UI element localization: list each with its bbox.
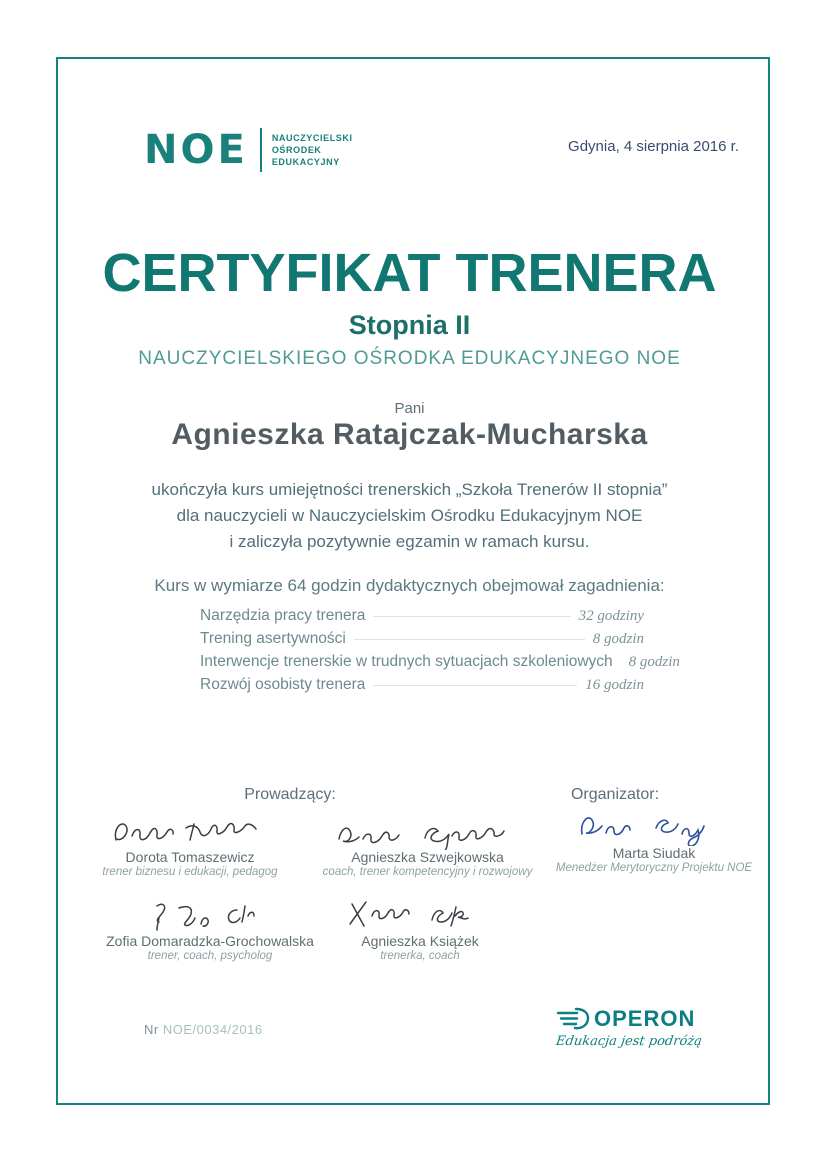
signer-name: Marta Siudak (612, 845, 696, 861)
signature-dorota-tomaszewicz-handwriting (110, 812, 270, 850)
signer-title: coach, trener kompetencyjny i rozwojowy (322, 866, 533, 878)
handwritten-signature-icon (574, 806, 734, 846)
signature-block-zofia-domaradzka-grochowalska (105, 896, 315, 963)
signature-marta-siudak-handwriting (574, 808, 734, 846)
body-paragraph (0, 477, 819, 555)
noe-logo-org-line: EDUKACYJNY (271, 157, 340, 167)
body-line: i zaliczyła pozytywnie egzamin w ramach kursu. (229, 532, 590, 551)
operon-wordmark: OPERON (594, 1006, 696, 1031)
topic-label: Rozwój osobisty trenera (200, 676, 366, 693)
topic-hours: 8 godzin (628, 654, 680, 670)
topic-row (200, 630, 644, 653)
certificate-number (144, 1022, 263, 1037)
signature-block-agnieszka-ksiazek (330, 896, 510, 963)
topic-row (200, 653, 680, 676)
topics-list (200, 607, 680, 699)
leader-line (373, 685, 577, 686)
noe-logo-org-line: NAUCZYCIELSKI (271, 133, 353, 143)
operon-logo-top (556, 1006, 726, 1032)
topic-hours: 8 godzin (592, 631, 644, 647)
topic-label: Trening asertywności (200, 630, 346, 647)
signature-block-agnieszka-szwejkowska (320, 812, 535, 879)
operon-slogan: Edukacja jest podróżą (554, 1034, 703, 1049)
body-line: dla nauczycieli w Nauczycielskim Ośrodku Edukacyjnym NOE (176, 506, 643, 525)
certificate-number-label: Nr (144, 1022, 159, 1037)
noe-logo-org-line: OŚRODEK (271, 145, 322, 155)
signer-title: trener biznesu i edukacji, pedagog (102, 866, 278, 878)
signer-name: Zofia Domaradzka-Grochowalska (106, 933, 314, 949)
handwritten-signature-icon (110, 814, 270, 850)
organization-name: NAUCZYCIELSKIEGO OŚRODKA EDUKACYJNEGO NOE (138, 348, 681, 369)
organizer-header: Organizator: (570, 786, 660, 803)
signer-title: trenerka, coach (380, 950, 460, 962)
signer-name: Agnieszka Książek (361, 933, 479, 949)
topic-hours: 32 godziny (578, 608, 644, 624)
noe-logo (144, 128, 353, 172)
topic-label: Narzędzia pracy trenera (200, 607, 366, 624)
signature-agnieszka-ksiazek-handwriting (340, 896, 500, 934)
signer-name: Dorota Tomaszewicz (125, 849, 255, 865)
noe-logo-divider (260, 128, 262, 172)
operon-winged-book-icon (556, 1006, 590, 1032)
presenters-header: Prowadzący: (244, 786, 336, 803)
topic-label: Interwencje trenerskie w trudnych sytuacjach szkoleniowych (200, 653, 613, 670)
noe-logo-org-lines (272, 132, 353, 168)
certificate-subtitle: Stopnia II (348, 310, 471, 340)
handwritten-signature-icon (333, 814, 523, 850)
signature-block-dorota-tomaszewicz (100, 812, 280, 879)
recipient-name: Agnieszka Ratajczak-Mucharska (171, 418, 648, 451)
body-line: ukończyła kurs umiejętności trenerskich „Szkoła Trenerów II stopnia” (151, 480, 668, 499)
issue-date: Gdynia, 4 sierpnia 2016 r. (568, 138, 739, 155)
course-intro: Kurs w wymiarze 64 godzin dydaktycznych obejmował zagadnienia: (154, 576, 665, 595)
signer-name: Agnieszka Szwejkowska (351, 849, 504, 865)
signature-block-marta-siudak (548, 808, 760, 875)
leader-line (354, 639, 585, 640)
operon-logo (556, 1006, 726, 1049)
signer-title: Menedżer Merytoryczny Projektu NOE (555, 862, 753, 874)
topic-row (200, 607, 644, 630)
certificate-number-value: NOE/0034/2016 (162, 1022, 263, 1037)
handwritten-signature-icon (145, 896, 275, 934)
noe-logo-acronym: NOE (144, 127, 248, 173)
signature-zofia-domaradzka-handwriting (145, 896, 275, 934)
topic-row (200, 676, 644, 699)
signer-title: trener, coach, psycholog (147, 950, 273, 962)
certificate-title: CERTYFIKAT TRENERA (102, 243, 717, 303)
signature-agnieszka-szwejkowska-handwriting (333, 812, 523, 850)
topic-hours: 16 godzin (585, 677, 644, 693)
leader-line (373, 616, 570, 617)
handwritten-signature-icon (340, 896, 500, 934)
salutation: Pani (394, 400, 425, 417)
